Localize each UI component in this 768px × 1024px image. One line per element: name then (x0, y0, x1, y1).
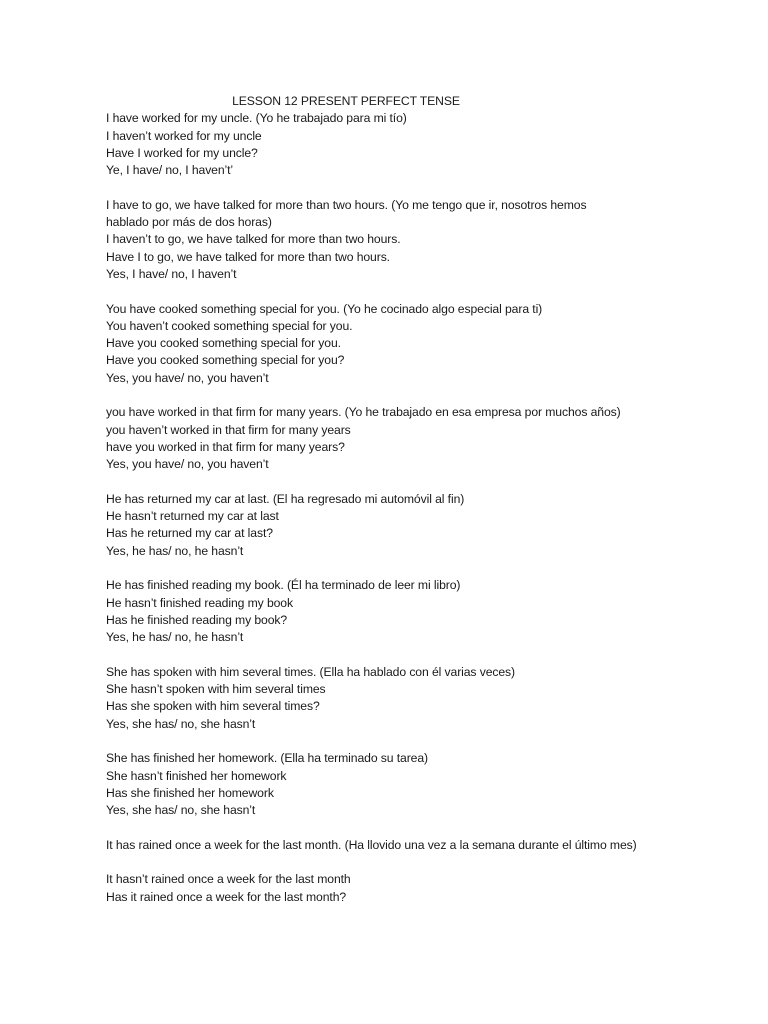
lesson-title: LESSON 12 PRESENT PERFECT TENSE (232, 94, 460, 108)
sentence-line: Yes, he has/ no, he hasn’t (106, 630, 244, 645)
sentence-line: She has finished her homework. (Ella ha terminado su tarea) (106, 751, 428, 766)
sentence-line: I haven’t to go, we have talked for more than two hours. (106, 232, 401, 247)
sentence-line: you haven’t worked in that firm for many years (106, 422, 351, 437)
sentence-line: He hasn’t finished reading my book (106, 595, 293, 610)
sentence-line: Yes, he has/ no, he hasn’t (106, 543, 244, 558)
sentence-line: Yes, you have/ no, you haven’t (106, 457, 269, 472)
sentence-line: You haven’t cooked something special for you. (106, 318, 353, 333)
sentence-line: I have to go, we have talked for more than two hours. (Yo me tengo que ir, nosotros hemos hablado por más de dos horas) (106, 197, 587, 230)
sentence-line: Yes, she has/ no, she hasn’t (106, 716, 256, 731)
example-block (106, 110, 666, 179)
example-block (106, 837, 666, 854)
example-block (106, 664, 666, 733)
sentence-line: Has she spoken with him several times? (106, 699, 320, 714)
sentence-line: Have I to go, we have talked for more than two hours. (106, 249, 390, 264)
sentence-line: Ye, I have/ no, I haven’t’ (106, 163, 234, 178)
sentence-line: She hasn’t spoken with him several times (106, 682, 326, 697)
sentence-line: She has spoken with him several times. (Ella ha hablado con él varias veces) (106, 664, 516, 679)
sentence-line: Yes, she has/ no, she hasn’t (106, 803, 256, 818)
sentence-line: He has returned my car at last. (El ha regresado mi automóvil al fin) (106, 491, 465, 506)
sentence-line: Have you cooked something special for you? (106, 353, 345, 368)
sentence-line: He hasn’t returned my car at last (106, 509, 279, 524)
example-block (106, 491, 666, 560)
sentence-line: You have cooked something special for you. (Yo he cocinado algo especial para ti) (106, 301, 543, 316)
document-body (106, 93, 666, 923)
sentence-line: I haven’t worked for my uncle (106, 128, 262, 143)
example-block (106, 577, 666, 646)
sentence-line: have you worked in that firm for many years? (106, 439, 345, 454)
example-block (106, 871, 666, 906)
sentence-line: Yes, I have/ no, I haven’t (106, 266, 237, 281)
sentence-line: Has it rained once a week for the last month? (106, 889, 347, 904)
sentence-line: Has he finished reading my book? (106, 612, 288, 627)
sentence-line: Have I worked for my uncle? (106, 145, 258, 160)
example-block (106, 301, 666, 387)
sentence-line: I have worked for my uncle. (Yo he trabajado para mi tío) (106, 111, 407, 126)
sentence-line: Has she finished her homework (106, 785, 274, 800)
sentence-line: It hasn’t rained once a week for the last month (106, 872, 351, 887)
sentence-line: Has he returned my car at last? (106, 526, 273, 541)
sentence-line: He has finished reading my book. (Él ha terminado de leer mi libro) (106, 578, 461, 593)
example-block (106, 750, 666, 819)
example-block (106, 197, 666, 283)
sentence-line: It has rained once a week for the last month. (Ha llovido una vez a la semana durante el último mes) (106, 837, 637, 852)
sentence-line: She hasn’t finished her homework (106, 768, 287, 783)
sentence-line: Have you cooked something special for you. (106, 336, 341, 351)
sentence-line: you have worked in that firm for many years. (Yo he trabajado en esa empresa por muchos años) (106, 405, 621, 420)
sentence-line: Yes, you have/ no, you haven’t (106, 370, 269, 385)
example-block (106, 404, 666, 473)
